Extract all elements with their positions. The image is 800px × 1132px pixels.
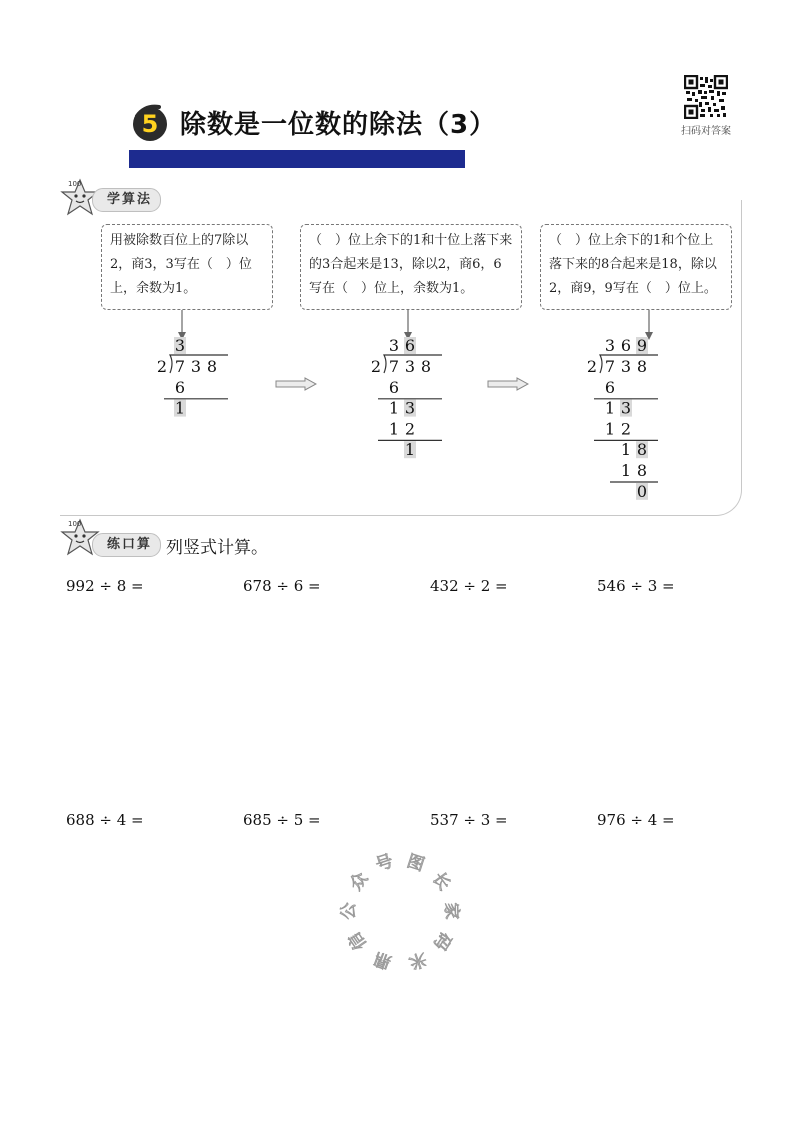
work-digit: 1 [620,461,632,480]
seal-character: 公 [338,902,360,920]
qr-caption: 扫码对答案 [681,126,731,137]
work-digit: 6 [388,377,400,397]
quotient-digit: 3 [388,336,400,355]
problem-item: 537 ÷ 3 = [430,811,508,829]
problem-item: 688 ÷ 4 = [66,811,144,829]
dividend-digit: 8 [636,357,648,376]
learn-section-label: 学算法 [92,188,161,212]
divisor-digit: 2 [370,357,382,376]
step-note-2: （ ）位上余下的1和十位上落下来的3合起来是13，除以2，商6，6写在（ ）位上，余数为1。 [300,224,522,310]
seal-character: 众 [345,868,373,895]
work-digit: 1 [620,440,632,460]
seal-character: 码 [429,928,456,954]
work-digit: 1 [404,440,416,460]
dividend-digit: 8 [206,357,218,376]
work-digit: 1 [174,398,186,418]
quotient-digit: 3 [174,336,186,355]
quotient-digit: 6 [620,336,632,355]
page-title: 除数是一位数的除法（3） [180,110,497,140]
problem-item: 432 ÷ 2 = [430,577,508,595]
dividend-digit: 3 [404,357,416,376]
quotient-digit: 9 [636,336,648,355]
seal-character: 米 [406,947,429,973]
work-digit: 2 [620,419,632,439]
arrow-right-icon [275,377,317,391]
watermark-seal [330,842,470,982]
work-digit: 1 [388,419,400,439]
work-digit: 3 [620,398,632,418]
title-bar [129,150,465,168]
divisor-digit: 2 [156,357,168,376]
seal-character: 信 [344,928,371,954]
work-digit: 8 [636,440,648,460]
problem-item: 976 ÷ 4 = [597,811,675,829]
dividend-digit: 7 [388,357,400,376]
problem-item: 685 ÷ 5 = [243,811,321,829]
lesson-number: 5 [141,110,159,138]
work-digit: 0 [636,481,648,501]
work-digit: 6 [604,377,616,397]
work-digit: 6 [174,377,186,397]
mascot-label: 100 [68,520,82,528]
divisor-digit: 2 [586,357,598,376]
problem-item: 992 ÷ 8 = [66,577,144,595]
arrow-right-icon [487,377,529,391]
seal-character: 长 [427,868,455,895]
seal-character: 图 [404,851,427,876]
dividend-digit: 8 [420,357,432,376]
long-division-step-1 [140,333,260,533]
step-note-1: 用被除数百位上的7除以2，商3，3写在（ ）位上，余数为1。 [101,224,273,310]
seal-character: 号 [373,851,396,876]
dividend-digit: 3 [620,357,632,376]
work-digit: 2 [404,419,416,439]
dividend-digit: 3 [190,357,202,376]
problem-item: 546 ÷ 3 = [597,577,675,595]
work-digit: 3 [404,398,416,418]
seal-character: 家 [440,902,462,920]
seal-character: 鼎 [371,947,394,973]
work-digit: 1 [604,419,616,439]
long-division-step-3 [570,333,690,533]
step-note-3: （ ）位上余下的1和个位上落下来的8合起来是18，除以2，商9，9写在（ ）位上。 [540,224,732,310]
practice-instruction: 列竖式计算。 [166,538,268,558]
long-division-step-2 [354,333,474,533]
dividend-digit: 7 [174,357,186,376]
work-digit: 1 [388,398,400,418]
work-digit: 8 [636,461,648,480]
mascot-label: 100 [68,180,82,188]
work-digit: 1 [604,398,616,418]
problem-item: 678 ÷ 6 = [243,577,321,595]
practice-section-label: 练口算 [92,533,161,557]
qr-code-icon[interactable] [684,75,728,119]
dividend-digit: 7 [604,357,616,376]
quotient-digit: 3 [604,336,616,355]
quotient-digit: 6 [404,336,416,355]
